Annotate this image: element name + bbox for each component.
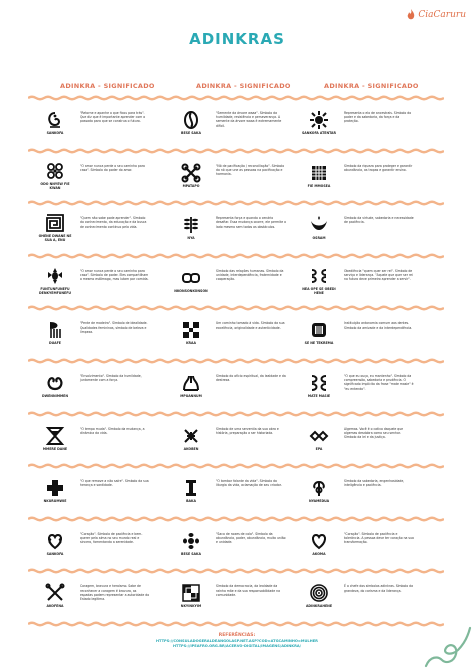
comb-icon: [45, 320, 65, 340]
adinkra-name: SANKOFA ATENTAR: [302, 131, 336, 136]
adinkra-entry: [30, 261, 156, 301]
adinkra-name: DUAFE: [49, 341, 61, 346]
kraa-icon: [181, 320, 201, 340]
table-row: [30, 471, 444, 511]
row-divider: [28, 620, 444, 628]
adinkra-symbol: [166, 366, 216, 406]
adinkra-symbol: [166, 156, 216, 196]
brand-logo: [406, 8, 466, 22]
adinkra-symbol: [294, 419, 344, 459]
adinkra-entry: [30, 471, 156, 511]
adinkra-meaning: Símbolo da democracia, da lealdade da rainha mãe e da sua responsabilidade na comunidade.: [216, 584, 280, 597]
adinkra-meaning: "Coração". Símbolo de paciência e bem-querer pela alma no seu mundo real e sincero, fomentando a serenidade.: [80, 531, 143, 545]
adinkra-meaning: Algemas. Você é o cativo daquele que algemas desdobra como seu senhor. Símbolo da lei e da justiça.: [344, 426, 404, 439]
adinkra-entry: [166, 366, 292, 406]
adinkra-symbol: [166, 261, 216, 301]
table-row: [30, 156, 444, 196]
adinkra-entry: [294, 524, 420, 564]
decorative-swirl-icon: [424, 626, 472, 668]
adinkra-symbol: [294, 208, 344, 248]
crocodile-icon: [45, 266, 65, 286]
fie-mmosea-icon: [309, 163, 329, 183]
adinkra-name: OSRAM: [312, 236, 326, 241]
mpuannum-icon: [181, 373, 201, 393]
checker-icon: [181, 583, 201, 603]
adinkra-name: AKOFENA: [46, 604, 64, 609]
concentric-icon: [309, 583, 329, 603]
adinkra-symbol: [30, 576, 80, 616]
adinkra-name: NKONSONKONSON: [174, 288, 208, 293]
adinkra-entry: [30, 366, 156, 406]
bese-saka-icon: [181, 110, 201, 130]
cross-icon: [45, 478, 65, 498]
adinkra-entry: [30, 419, 156, 459]
row-divider: [28, 357, 444, 365]
adinkra-meaning: Instituição antonomia comum aos dentes. Símbolo da amizade e da interdependência.: [344, 321, 413, 330]
adinkra-meaning: Coragem, bravura e heroísmo. Sabe de reconhecer a coragem é bravura, as espadas podem representar a autoridade do Estado legítima.: [80, 584, 150, 601]
adinkra-entry: [166, 471, 292, 511]
logo-text: CiaCaruru: [418, 10, 466, 20]
adinkra-name: SANKOFA: [46, 131, 64, 136]
page-title: ADINKRAS: [189, 30, 285, 48]
adinkra-name: KRAA: [186, 341, 196, 346]
adinkra-symbol: [30, 524, 80, 564]
hourglass-icon: [45, 426, 65, 446]
adinkra-entry: [166, 524, 292, 564]
adinkra-entry: [30, 156, 156, 196]
adinkra-symbol: [294, 313, 344, 353]
row-divider: [28, 410, 444, 418]
references-title: REFERÊNCIAS:: [218, 633, 256, 638]
adinkra-meaning: Obediência "quem quer ser rei". Símbolo de serviço e liderança. "Aquele que quer ser rei no futuro deve primeiro aprender a servir".: [344, 268, 413, 282]
crescent-icon: [309, 215, 329, 235]
column-header-2: ADINKRA - SIGNIFICADO: [196, 82, 291, 90]
table-row: [30, 261, 444, 301]
nea-ope-icon: [309, 266, 329, 286]
adinkra-name: AKOMA: [312, 551, 326, 556]
adinkra-symbol: [294, 524, 344, 564]
adinkra-name: SANKOFA: [46, 551, 64, 556]
row-divider: [28, 199, 444, 207]
adinkra-meaning: É o chefe dos símbolos adinkras. Símbolo da grandeza, do carisma e da liderança.: [344, 584, 414, 593]
adinkra-meaning: "O tempo muda". Símbolo da mudança, a dinâmica da vida.: [80, 426, 145, 435]
adinkra-name: MMERE DANE: [42, 446, 68, 451]
adinkra-entry: [30, 103, 156, 143]
adinkra-meaning: Um caminho tomado à vida. Símbolo da sua excelência, originalidade e autenticidade.: [216, 321, 285, 330]
adinkra-meaning: Símbolo da virtude, sabedoria e necessidade de paciência.: [344, 216, 414, 225]
adinkra-entry: [166, 156, 292, 196]
adinkra-meaning: "O amor nunca perde o seu caminho para casa". Símbolo do poder do amor.: [80, 163, 145, 172]
adinkra-meaning: "Nó de pacificação / reconciliação". Símbolo do nó que une as pessoas na pacificação e harmonia.: [216, 163, 285, 176]
adinkra-symbol: [166, 471, 216, 511]
adinkra-symbol: [294, 576, 344, 616]
mpatapo-icon: [181, 163, 201, 183]
table-row: [30, 103, 444, 143]
adinkra-entry: [294, 471, 420, 511]
baka-icon: [181, 478, 201, 498]
adinkra-meaning: "Saco de nozes de cola". Símbolo da abundância, poder, abundância, muita união e unidade.: [216, 531, 286, 545]
adinkra-symbol: [294, 261, 344, 301]
row-divider: [28, 515, 444, 523]
adinkra-name: EPA: [315, 446, 323, 451]
maze-icon: [45, 213, 65, 233]
bese-saka-2-icon: [181, 531, 201, 551]
reference-link-1[interactable]: HTTPS://CONSULADOGERALDEANGOLASP.NET.ASP?COD=ATGCAMINHO=MULHER: [156, 639, 318, 643]
nyamedua-icon: [309, 478, 329, 498]
row-divider: [28, 252, 444, 260]
adinkra-meaning: "O tambor falante da vida". Símbolo da liturgia da vida, aclamação de seu criador.: [216, 479, 282, 488]
ram-horns-icon: [45, 373, 65, 393]
adinkra-meaning: "Coração". Símbolo de paciência e tolerância. A pessoa deve ter coração na sua transformação.: [344, 531, 414, 545]
heart-icon: [309, 531, 329, 551]
adinkra-symbol: [166, 524, 216, 564]
column-header-3: ADINKRA - SIGNIFICADO: [324, 82, 419, 90]
adinkra-meaning: Símbolo de uma serventia da sua obra e história, preparação a ser historiada.: [216, 426, 279, 435]
table-row: [30, 419, 444, 459]
adinkra-entry: [30, 576, 156, 616]
adinkra-symbol: [166, 576, 216, 616]
row-divider: [28, 567, 444, 575]
adinkra-meaning: "Pente de madeira". Símbolo de idealidade. Qualidades femininas, símbolo de beleza e limpeza.: [80, 321, 148, 334]
handcuffs-icon: [309, 426, 329, 446]
adinkra-symbol: [30, 261, 80, 301]
adinkra-name: MATE MASIE: [307, 394, 331, 399]
adinkra-symbol: [166, 313, 216, 353]
chain-icon: [181, 268, 201, 288]
adinkra-symbol: [166, 103, 216, 143]
adinkra-name: MPUANNUM: [180, 394, 202, 399]
adinkra-name: FUNTUNFUNEFU DENKYEMFUNEFU: [39, 286, 71, 295]
adinkra-symbol: [30, 103, 80, 143]
row-divider: [28, 462, 444, 470]
adinkra-name: BAKA: [186, 499, 196, 504]
adinkra-meaning: Símbolo da sabedoria, engenhosidade, inteligência e paciência.: [344, 479, 405, 488]
table-row: [30, 208, 444, 248]
adinkra-name: BESE SAKA: [181, 131, 201, 136]
adinkra-entry: [166, 261, 292, 301]
adinkra-entry: [166, 576, 292, 616]
adinkra-name: NEA OPE SE OBEDI HENE: [302, 286, 336, 295]
adinkra-name: NYA: [187, 236, 195, 241]
fern-icon: [181, 215, 201, 235]
adinkra-meaning: "Semente da árvore waaa". Símbolo da humildade, resistência e perseverança. A semente da árvore waaa é extremamente difícil.: [216, 111, 282, 128]
adinkra-symbol: [30, 208, 80, 248]
adinkra-entry: [166, 313, 292, 353]
akoben-icon: [181, 426, 201, 446]
adinkra-entry: [294, 261, 420, 301]
adinkra-name: SE NE TEKREMA: [304, 341, 334, 346]
adinkra-name: BESE SAKA: [181, 551, 201, 556]
adinkra-meaning: "Envolvimento". Símbolo da humildade, juntamente com a força.: [80, 374, 142, 383]
adinkra-meaning: Representa o elo de ancestrais. Símbolo do poder e da sabedoria, da força e da proteção.: [344, 111, 412, 124]
adinkra-name: NKURUMWIE: [43, 499, 67, 504]
table-row: [30, 313, 444, 353]
table-row: [30, 524, 444, 564]
references: [0, 633, 474, 648]
adinkra-name: NYAMEDUA: [308, 499, 330, 504]
adinkra-symbol: [30, 366, 80, 406]
adinkra-entry: [294, 208, 420, 248]
adinkra-meaning: "O que eu ouço, eu mantenho". Símbolo da compreensão, sabedoria e prudência. O significado implícito da frase "mate masie" é "eu entendo".: [344, 374, 414, 391]
adinkra-name: DWENNIMMEN: [41, 394, 69, 399]
adinkra-symbol: [30, 156, 80, 196]
adinkra-name: AKOBEN: [183, 446, 199, 451]
adinkra-entry: [294, 156, 420, 196]
flame-logo-icon: [406, 8, 416, 22]
adinkra-symbol: [294, 103, 344, 143]
adinkra-name: ODO NNYEW FIE KWAN: [40, 181, 70, 190]
sankofa-icon: [45, 110, 65, 130]
adinkra-name: NKYINKYIM: [180, 604, 202, 609]
adinkra-meaning: "O que remove a não saíre". Símbolo da sua herança e santidade.: [80, 479, 149, 488]
heart-sankofa-icon: [45, 531, 65, 551]
adinkra-entry: [294, 576, 420, 616]
adinkra-meaning: "Quem não sabe pode aprender". Símbolo do conhecimento, da educação e da busca de conhecimento contínuo pela vida.: [80, 216, 147, 229]
adinkra-entry: [294, 103, 420, 143]
adinkra-entry: [166, 208, 292, 248]
row-divider-top: [28, 94, 444, 102]
adinkra-entry: [166, 419, 292, 459]
adinkra-symbol: [166, 419, 216, 459]
row-divider: [28, 147, 444, 155]
adinkra-entry: [30, 313, 156, 353]
column-header-1: ADINKRA - SIGNIFICADO: [60, 82, 155, 90]
adinkra-symbol: [294, 366, 344, 406]
adinkra-meaning: Representa força e quando o cenário desafiar. Essa mudança ocorre, ele permite o lado mesmo sem todos os obstáculos.: [216, 216, 286, 229]
adinkra-symbol: [166, 208, 216, 248]
adinkra-name: FIE MMOSEA: [307, 183, 331, 188]
adinkra-name: ADINKRAHENE: [305, 604, 333, 609]
reference-link-2[interactable]: HTTPS://IPEAFRO.ORG.BR/ACERVO-DIGITAL/IMAGENS/ADINKRA/: [173, 644, 301, 648]
adinkra-meaning: Símbolo da riqueza para proteger e garantir abundância, as tropas e garantir ensino.: [344, 163, 413, 172]
adinkra-symbol: [30, 313, 80, 353]
adinkra-symbol: [294, 471, 344, 511]
adinkra-entry: [30, 208, 156, 248]
row-divider: [28, 304, 444, 312]
adinkra-meaning: "Retorne e apanhe o que ficou para trás". Que diz que é importante aprender com o passado para que se construa o futuro.: [80, 111, 146, 124]
adinkra-meaning: Símbolo do ofício espiritual, da lealdade e da destreza.: [216, 374, 286, 383]
adinkra-entry: [294, 419, 420, 459]
odo-nnyew-icon: [45, 161, 65, 181]
teeth-icon: [309, 320, 329, 340]
adinkra-meaning: Símbolo das relações humanas. Símbolo da unidade, interdependência, fraternidade e cooperação.: [216, 268, 284, 282]
adinkra-symbol: [30, 471, 80, 511]
adinkra-meaning: "O amor nunca perde o seu caminho para casa". Símbolo de poder. Eles compartilham o mesmo estômago, mas lutam por comida.: [80, 268, 149, 282]
table-row: [30, 366, 444, 406]
adinkra-entry: [294, 313, 420, 353]
adinkra-entry: [294, 366, 420, 406]
mate-masie-icon: [309, 373, 329, 393]
sun-icon: [309, 110, 329, 130]
swords-icon: [45, 583, 65, 603]
adinkra-entry: [166, 103, 292, 143]
adinkra-name: MPATAPO: [182, 183, 200, 188]
table-row: [30, 576, 444, 616]
adinkra-symbol: [30, 419, 80, 459]
adinkra-name: OHENE DWANE NE SUA A, ENU: [38, 234, 72, 243]
adinkra-symbol: [294, 156, 344, 196]
adinkra-entry: [30, 524, 156, 564]
